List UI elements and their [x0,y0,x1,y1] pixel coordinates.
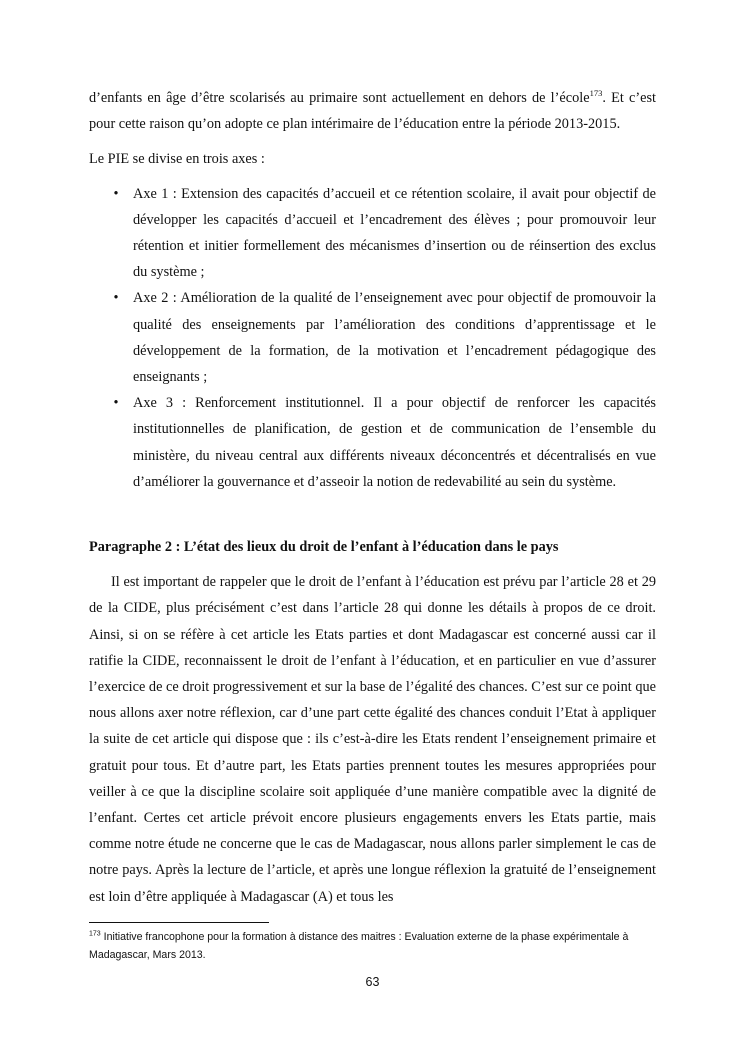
body-paragraph: Il est important de rappeler que le droit de l’enfant à l’éducation est prévu par l’article 28 et 29 de la CIDE, plus précisément c’est dans l’article 28 qui donne les détails à propos de ce droit. Ainsi, si on se réfère à cet article les Etats parties et dont Madagascar est concerné aussi car il ratifie la CIDE, reconnaissent le droit de l’enfant à l’éducation, et en particulier en vue d’assurer l’exercice de ce droit progressivement et sur la base de l’égalité des chances. C’est sur ce point que nous allons axer notre réflexion, car d’une part cette égalité des chances conduit l’Etat à appliquer la suite de cet article qui dispose que : ils c’est-à-dire les Etats rendent l’enseignement primaire et gratuit pour tous. Et d’autre part, les Etats parties prennent toutes les mesures appropriées pour veiller à ce que la discipline scolaire soit appliquée d’une manière compatible avec la dignité de l’enfant. Certes cet article prévoit encore plusieurs engagements envers les Etats partie, mais comme notre étude ne concerne que le cas de Madagascar, nous allons parler simplement le cas de notre pays. Après la lecture de l’article, et après une longue réflexion la gratuité de l’enseignement est loin d’être appliquée à Madagascar (A) et tous les [89,574,656,905]
bullet-icon: • [113,395,119,412]
footnote [89,928,656,964]
intro-text: d’enfants en âge d’être scolarisés au primaire sont actuellement en dehors de l’école [89,90,590,106]
axes-lead-paragraph: Le PIE se divise en trois axes : [89,151,265,168]
page-number: 63 [365,975,380,989]
list-item-text: Axe 2 : Amélioration de la qualité de l’enseignement avec pour objectif de promouvoir la qualité des enseignements par l’amélioration des conditions d’apprentissage et le développement de la formation, de la motivation et l’encadrement pédagogique des enseignants ; [133,290,656,386]
list-item-axe-3 [89,390,656,495]
bullet-icon: • [113,290,119,307]
intro-text-continued: . Et c’est pour cette raison qu’on adopte ce plan intérimaire de l’éducation entre la période 2013-2015. [89,90,656,133]
list-item-text: Axe 3 : Renforcement institutionnel. Il a pour objectif de renforcer les capacités institutionnelles de planification, de gestion et de communication de l’ensemble du ministère, du niveau central aux différents niveaux déconcentrés et décentralisés en vue d’améliorer la gouvernance et d’asseoir la notion de redevabilité au sein du système. [133,395,656,490]
bullet-icon: • [113,185,119,202]
footnote-reference[interactable]: 173 [589,88,603,99]
footnote-number: 173 [89,930,101,938]
list-item-text: Axe 1 : Extension des capacités d’accueil et ce rétention scolaire, il avait pour objectif de développer les capacités d’accueil et l’encadrement des élèves ; pour promouvoir leur rétention et initier formellement des mécanismes d’insertion ou de réinsertion des exclus du système ; [133,185,656,281]
section-heading: Paragraphe 2 : L’état des lieux du droit de l’enfant à l’éducation dans le pays [89,539,559,556]
footnote-text: Initiative francophone pour la formation à distance des maitres : Evaluation externe de la phase expérimentale à Madagascar, Mars 2013. [89,931,629,961]
list-item-axe-1 [89,181,656,286]
page-content [89,85,656,910]
axes-list [89,181,656,495]
footnote-divider [89,922,269,923]
intro-paragraph [89,85,656,137]
list-item-axe-2 [89,285,656,390]
